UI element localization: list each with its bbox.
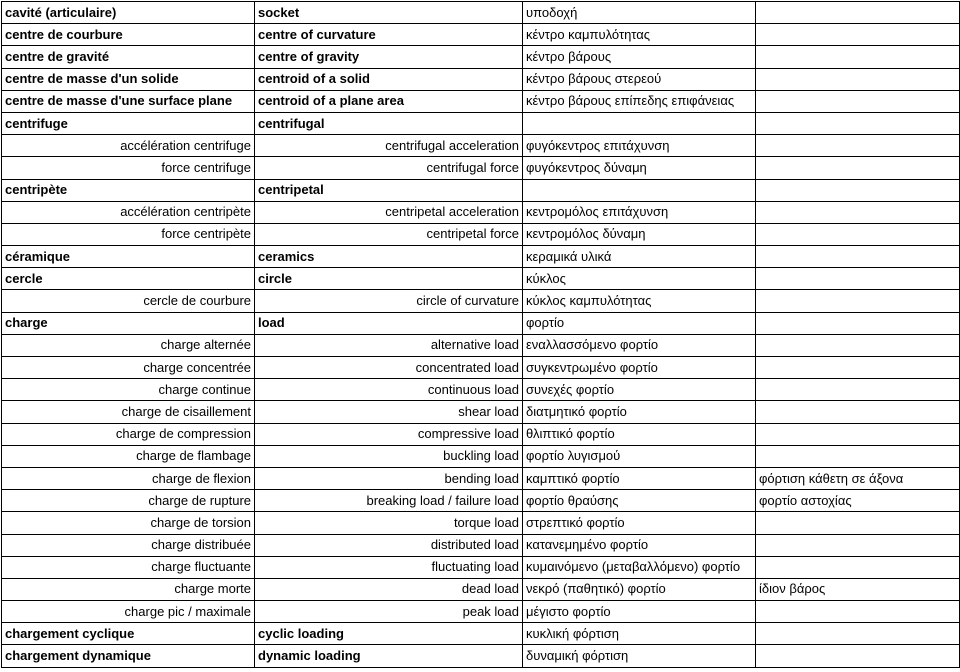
english-term-cell: circle <box>255 268 523 290</box>
extra-note-cell <box>756 623 960 645</box>
french-term-cell: cercle <box>2 268 255 290</box>
english-term-cell: centre of gravity <box>255 46 523 68</box>
english-term-cell: centroid of a plane area <box>255 90 523 112</box>
greek-term-cell: κύκλος <box>523 268 756 290</box>
table-row <box>2 467 960 489</box>
english-term-cell: peak load <box>255 601 523 623</box>
english-term-cell: breaking load / failure load <box>255 490 523 512</box>
greek-term-cell: φυγόκεντρος δύναμη <box>523 157 756 179</box>
french-term-cell: charge alternée <box>2 334 255 356</box>
english-term-cell: circle of curvature <box>255 290 523 312</box>
table-row <box>2 46 960 68</box>
french-term-cell: céramique <box>2 246 255 268</box>
greek-term-cell: καμπτικό φορτίο <box>523 467 756 489</box>
extra-note-cell <box>756 157 960 179</box>
french-term-cell: centrifuge <box>2 112 255 134</box>
greek-term-cell: φορτίο θραύσης <box>523 490 756 512</box>
french-term-cell: accélération centrifuge <box>2 135 255 157</box>
extra-note-cell <box>756 423 960 445</box>
french-term-cell: charge continue <box>2 379 255 401</box>
english-term-cell: centrifugal force <box>255 157 523 179</box>
english-term-cell: fluctuating load <box>255 556 523 578</box>
french-term-cell: centripète <box>2 179 255 201</box>
greek-term-cell: κέντρο βάρους στερεού <box>523 68 756 90</box>
french-term-cell: centre de courbure <box>2 24 255 46</box>
french-term-cell: charge morte <box>2 578 255 600</box>
table-row <box>2 379 960 401</box>
table-row <box>2 578 960 600</box>
french-term-cell: centre de gravité <box>2 46 255 68</box>
greek-term-cell: νεκρό (παθητικό) φορτίο <box>523 578 756 600</box>
english-term-cell: torque load <box>255 512 523 534</box>
table-row <box>2 112 960 134</box>
table-row <box>2 357 960 379</box>
greek-term-cell: φυγόκεντρος επιτάχυνση <box>523 135 756 157</box>
greek-term-cell: κεντρομόλος επιτάχυνση <box>523 201 756 223</box>
greek-term-cell: κεντρομόλος δύναμη <box>523 223 756 245</box>
greek-term-cell: κατανεμημένο φορτίο <box>523 534 756 556</box>
extra-note-cell: ίδιον βάρος <box>756 578 960 600</box>
greek-term-cell: μέγιστο φορτίο <box>523 601 756 623</box>
extra-note-cell <box>756 357 960 379</box>
english-term-cell: load <box>255 312 523 334</box>
table-row <box>2 135 960 157</box>
extra-note-cell <box>756 445 960 467</box>
table-row <box>2 179 960 201</box>
table-row <box>2 268 960 290</box>
extra-note-cell <box>756 401 960 423</box>
extra-note-cell <box>756 179 960 201</box>
english-term-cell: socket <box>255 2 523 24</box>
english-term-cell: centripetal force <box>255 223 523 245</box>
table-row <box>2 24 960 46</box>
extra-note-cell: φόρτιση κάθετη σε άξονα <box>756 467 960 489</box>
greek-term-cell: στρεπτικό φορτίο <box>523 512 756 534</box>
extra-note-cell <box>756 2 960 24</box>
extra-note-cell <box>756 112 960 134</box>
english-term-cell: centroid of a solid <box>255 68 523 90</box>
french-term-cell: centre de masse d'un solide <box>2 68 255 90</box>
greek-term-cell: υποδοχή <box>523 2 756 24</box>
extra-note-cell <box>756 90 960 112</box>
english-term-cell: alternative load <box>255 334 523 356</box>
english-term-cell: dynamic loading <box>255 645 523 667</box>
table-row <box>2 556 960 578</box>
table-row <box>2 157 960 179</box>
extra-note-cell <box>756 556 960 578</box>
extra-note-cell <box>756 312 960 334</box>
english-term-cell: centrifugal acceleration <box>255 135 523 157</box>
french-term-cell: charge de flambage <box>2 445 255 467</box>
french-term-cell: charge de rupture <box>2 490 255 512</box>
extra-note-cell <box>756 223 960 245</box>
table-row <box>2 601 960 623</box>
table-row <box>2 423 960 445</box>
french-term-cell: charge de cisaillement <box>2 401 255 423</box>
extra-note-cell <box>756 68 960 90</box>
english-term-cell: compressive load <box>255 423 523 445</box>
english-term-cell: concentrated load <box>255 357 523 379</box>
table-row <box>2 645 960 667</box>
greek-term-cell: εναλλασσόμενο φορτίο <box>523 334 756 356</box>
french-term-cell: charge de torsion <box>2 512 255 534</box>
extra-note-cell <box>756 46 960 68</box>
french-term-cell: charge concentrée <box>2 357 255 379</box>
french-term-cell: centre de masse d'une surface plane <box>2 90 255 112</box>
table-row <box>2 334 960 356</box>
extra-note-cell <box>756 246 960 268</box>
extra-note-cell <box>756 268 960 290</box>
greek-term-cell: συγκεντρωμένο φορτίο <box>523 357 756 379</box>
greek-term-cell: κέντρο βάρους <box>523 46 756 68</box>
french-term-cell: charge distribuée <box>2 534 255 556</box>
extra-note-cell <box>756 135 960 157</box>
extra-note-cell <box>756 290 960 312</box>
french-term-cell: cercle de courbure <box>2 290 255 312</box>
french-term-cell: charge fluctuante <box>2 556 255 578</box>
french-term-cell: charge de compression <box>2 423 255 445</box>
french-term-cell: charge pic / maximale <box>2 601 255 623</box>
greek-term-cell: κέντρο καμπυλότητας <box>523 24 756 46</box>
table-row <box>2 2 960 24</box>
english-term-cell: ceramics <box>255 246 523 268</box>
table-row <box>2 534 960 556</box>
extra-note-cell <box>756 379 960 401</box>
table-row <box>2 445 960 467</box>
greek-term-cell: κεραμικά υλικά <box>523 246 756 268</box>
greek-term-cell: κυμαινόμενο (μεταβαλλόμενο) φορτίο <box>523 556 756 578</box>
french-term-cell: cavité (articulaire) <box>2 2 255 24</box>
greek-term-cell: φορτίο λυγισμού <box>523 445 756 467</box>
extra-note-cell <box>756 645 960 667</box>
greek-term-cell: κέντρο βάρους επίπεδης επιφάνειας <box>523 90 756 112</box>
extra-note-cell <box>756 201 960 223</box>
greek-term-cell: κυκλική φόρτιση <box>523 623 756 645</box>
glossary-table <box>1 1 960 668</box>
greek-term-cell <box>523 179 756 201</box>
extra-note-cell <box>756 601 960 623</box>
table-row <box>2 90 960 112</box>
english-term-cell: shear load <box>255 401 523 423</box>
extra-note-cell <box>756 534 960 556</box>
table-row <box>2 201 960 223</box>
french-term-cell: charge <box>2 312 255 334</box>
english-term-cell: centripetal acceleration <box>255 201 523 223</box>
extra-note-cell <box>756 24 960 46</box>
greek-term-cell <box>523 112 756 134</box>
glossary-body <box>2 2 960 668</box>
french-term-cell: force centripète <box>2 223 255 245</box>
table-row <box>2 246 960 268</box>
table-row <box>2 623 960 645</box>
english-term-cell: distributed load <box>255 534 523 556</box>
greek-term-cell: κύκλος καμπυλότητας <box>523 290 756 312</box>
english-term-cell: continuous load <box>255 379 523 401</box>
table-row <box>2 512 960 534</box>
english-term-cell: centre of curvature <box>255 24 523 46</box>
greek-term-cell: θλιπτικό φορτίο <box>523 423 756 445</box>
table-row <box>2 312 960 334</box>
table-row <box>2 290 960 312</box>
french-term-cell: accélération centripète <box>2 201 255 223</box>
french-term-cell: force centrifuge <box>2 157 255 179</box>
english-term-cell: buckling load <box>255 445 523 467</box>
extra-note-cell: φορτίο αστοχίας <box>756 490 960 512</box>
english-term-cell: cyclic loading <box>255 623 523 645</box>
table-row <box>2 401 960 423</box>
greek-term-cell: δυναμική φόρτιση <box>523 645 756 667</box>
table-row <box>2 68 960 90</box>
extra-note-cell <box>756 334 960 356</box>
greek-term-cell: συνεχές φορτίο <box>523 379 756 401</box>
french-term-cell: charge de flexion <box>2 467 255 489</box>
english-term-cell: dead load <box>255 578 523 600</box>
english-term-cell: centripetal <box>255 179 523 201</box>
greek-term-cell: φορτίο <box>523 312 756 334</box>
table-row <box>2 223 960 245</box>
extra-note-cell <box>756 512 960 534</box>
english-term-cell: bending load <box>255 467 523 489</box>
french-term-cell: chargement dynamique <box>2 645 255 667</box>
french-term-cell: chargement cyclique <box>2 623 255 645</box>
greek-term-cell: διατμητικό φορτίο <box>523 401 756 423</box>
english-term-cell: centrifugal <box>255 112 523 134</box>
table-row <box>2 490 960 512</box>
